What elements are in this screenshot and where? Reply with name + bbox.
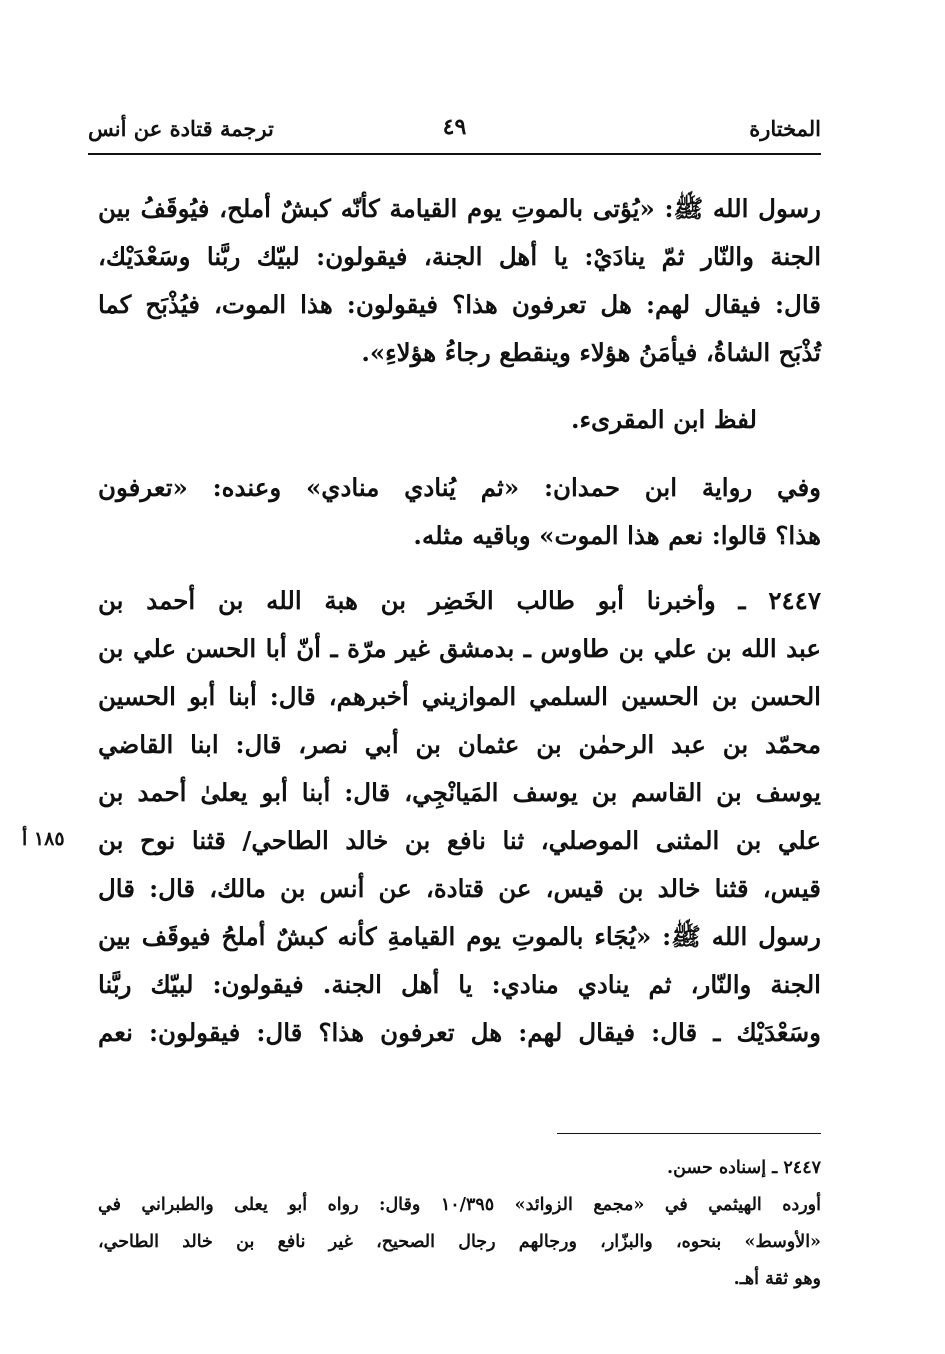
page-header [88,108,821,154]
text-line: علي بن المثنى الموصلي، ثنا نافع بن خالد الطاحي/ قثنا نوح بن [98,826,821,855]
header-rule [88,153,821,155]
paragraph-hadith-1 [98,185,821,377]
text-line: الجنة والنّار، ثم ينادي منادي: يا أهل الجنة. فيقولون: لبيّك ربَّنا [98,970,821,999]
book-title: المختارة [749,116,821,141]
text-line: قال: فيقال لهم: هل تعرفون هذا؟ فيقولون: هذا الموت، فيُذْبَح كما [98,290,821,319]
text-line: تُذْبَح الشاةُ، فيأمَنُ هؤلاء وينقطع رجاءُ هؤلاءِ». [361,338,821,367]
text-line: رسول الله ﷺ: «يُؤتى بالموتِ يوم القيامة كأنّه كبشٌ أملح، فيُوقَفُ بين [98,194,821,223]
footnote-line: «الأوسط» بنحوه، والبزّار، ورجالهم رجال الصحيح، غير نافع بن خالد الطاحي، [98,1232,821,1252]
footnote-rule [557,1133,821,1134]
text-line: رسول الله ﷺ: «يُجَاء بالموتِ يوم القيامةِ كأنه كبشٌ أملحُ فيوقَف بين [98,922,821,951]
section-title: ترجمة قتادة عن أنس [88,116,274,141]
paragraph-variant [98,464,821,560]
paragraph-hadith-2447 [98,577,821,1057]
text-line: لفظ ابن المقرىء. [570,405,757,434]
footnotes [98,1150,821,1298]
footnote-line: أورده الهيثمي في «مجمع الزوائد» ١٠/٣٩٥ وقال: رواه أبو يعلى والطبراني في [98,1195,821,1215]
text-line: وفي رواية ابن حمدان: «ثم يُنادي منادي» وعنده: «تعرفون [98,473,821,502]
footnote-line: ٢٤٤٧ ـ إسناده حسن. [667,1158,821,1178]
page-number: ٤٩ [442,114,467,140]
footnote-line: وهو ثقة أهـ. [733,1269,821,1289]
text-line: قيس، قثنا خالد بن قيس، عن قتادة، عن أنس بن مالك، قال: قال [98,874,821,903]
text-line: يوسف بن القاسم بن يوسف المَيانْجِي، قال: أبنا أبو يعلىٰ أحمد بن [98,778,821,807]
text-line: الجنة والنّار ثمّ ينادَيْ: يا أهل الجنة، فيقولون: لبيّك ربَّنا وسَعْدَيْك، [98,242,821,271]
manuscript-folio-note: ١٨٥ أ [22,828,65,850]
text-line: محمّد بن عبد الرحمٰن بن عثمان بن أبي نصر، قال: ابنا القاضي [98,730,821,759]
text-line: هذا؟ قالوا: نعم هذا الموت» وباقيه مثله. [413,521,821,550]
text-line: عبد الله بن علي بن طاوس ـ بدمشق غير مرّة ـ أنّ أبا الحسن علي بن [98,634,821,663]
paragraph-wording-note [98,396,821,444]
text-line: وسَعْدَيْك ـ قال: فيقال لهم: هل تعرفون هذا؟ قال: فيقولون: نعم [98,1018,821,1047]
text-line: الحسن بن الحسين السلمي الموازيني أخبرهم، قال: أبنا أبو الحسين [98,682,821,711]
text-line: ٢٤٤٧ ـ وأخبرنا أبو طالب الخَضِر بن هبة الله بن أحمد بن [98,586,821,615]
